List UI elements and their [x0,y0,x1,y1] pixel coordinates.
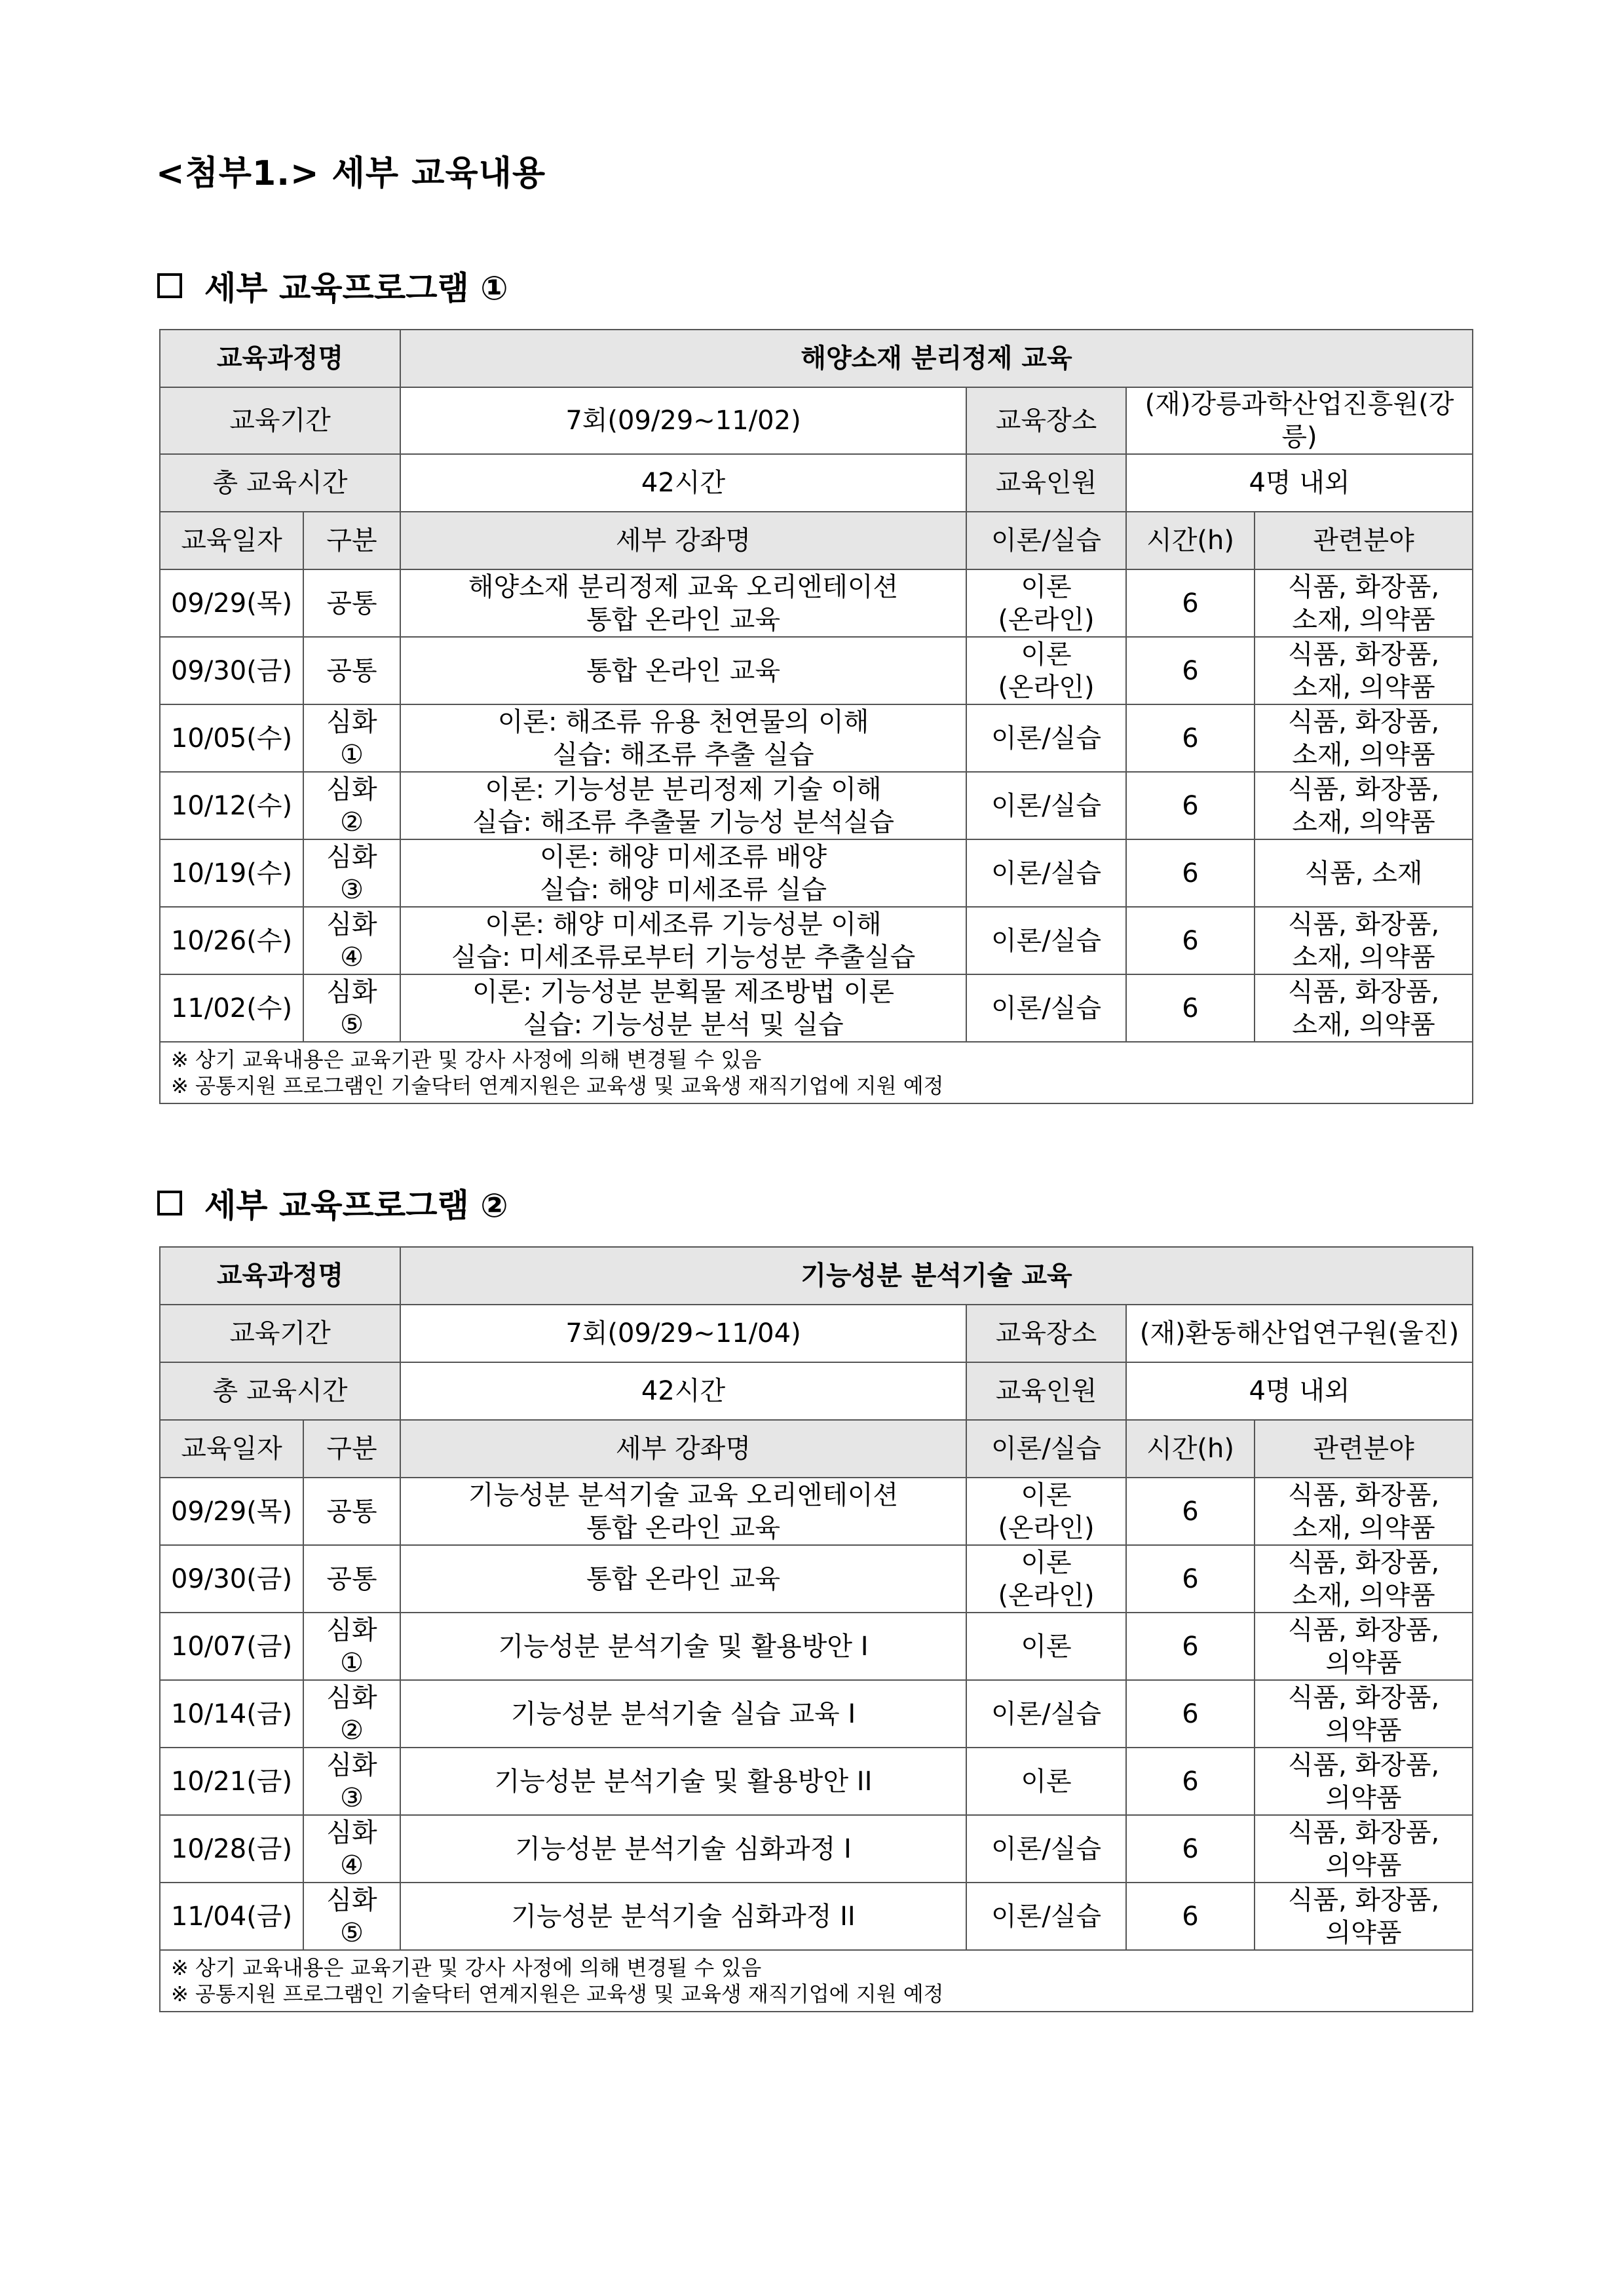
type-line: 심화 [326,841,377,872]
col-header-type: 구분 [303,512,400,569]
notes-cell [160,1042,1473,1103]
lecture-cell [400,1613,966,1680]
schedule-rows [160,1478,1473,1950]
mode-line: 이론/실습 [991,993,1102,1024]
course-name-value: 해양소재 분리정제 교육 [400,330,1473,387]
lecture-line: 이론: 기능성분 분리정제 기술 이해 [485,774,882,805]
type-line: 심화 [326,1750,377,1780]
period-label: 교육기간 [160,387,400,454]
col-header-hours: 시간(h) [1126,1420,1255,1478]
trainees-label: 교육인원 [966,1362,1126,1420]
field-cell [1255,1613,1473,1680]
col-header-mode: 이론/실습 [966,1420,1126,1478]
period-value: 7회(09/29~11/04) [400,1305,966,1362]
mode-line: 이론/실습 [991,925,1102,956]
type-line: ④ [340,1850,364,1881]
lecture-line: 통합 온라인 교육 [586,604,780,635]
field-line: 식품, 화장품, [1287,774,1440,805]
field-cell [1255,1680,1473,1748]
mode-line: 이론 [1021,1480,1072,1510]
type-cell [303,772,400,839]
mode-line: (온라인) [998,1580,1095,1611]
mode-cell [966,974,1126,1042]
lecture-line: 실습: 기능성분 분석 및 실습 [523,1009,844,1040]
field-line: 식품, 화장품, [1287,1480,1440,1510]
checkbox-icon [157,273,182,298]
course-name-row [160,330,1473,387]
type-cell [303,907,400,974]
field-cell [1255,637,1473,704]
col-header-lecture: 세부 강좌명 [400,512,966,569]
lecture-line: 기능성분 분석기술 심화과정 II [511,1901,856,1932]
type-line: ⑤ [340,1917,364,1948]
note-line: ※ 상기 교육내용은 교육기관 및 강사 사정에 의해 변경될 수 있음 [171,1955,762,1980]
section-title-program-2 [157,1179,508,1227]
type-line: 심화 [326,1885,377,1915]
total-hours-label: 총 교육시간 [160,1362,400,1420]
lecture-cell [400,907,966,974]
type-line: 심화 [326,774,377,805]
field-line: 의약품 [1325,1850,1402,1881]
field-line: 의약품 [1325,1782,1402,1813]
field-line: 의약품 [1325,1715,1402,1746]
field-line: 식품, 화장품, [1287,1615,1440,1645]
mode-line: 이론 [1021,1766,1072,1797]
type-cell [303,1478,400,1545]
field-cell [1255,704,1473,772]
mode-cell [966,1883,1126,1950]
field-line: 식품, 화장품, [1287,639,1440,670]
field-line: 소재, 의약품 [1292,739,1435,770]
lecture-line: 기능성분 분석기술 및 활용방안 I [498,1631,869,1662]
date-cell: 09/29(목) [160,1478,303,1545]
mode-line: 이론 [1021,571,1072,602]
date-cell: 10/21(금) [160,1748,303,1815]
type-line: 심화 [326,1615,377,1645]
field-line: 소재, 의약품 [1292,942,1435,972]
col-header-type: 구분 [303,1420,400,1478]
field-line: 식품, 소재 [1304,858,1423,889]
trainees-label: 교육인원 [966,454,1126,512]
field-line: 소재, 의약품 [1292,604,1435,635]
lecture-cell [400,1815,966,1883]
lecture-line: 기능성분 분석기술 실습 교육 I [510,1698,856,1729]
mode-line: 이론 [1021,1631,1072,1662]
mode-cell [966,772,1126,839]
lecture-cell [400,704,966,772]
hours-cell: 6 [1126,839,1255,907]
lecture-line: 통합 온라인 교육 [586,1563,780,1594]
hours-cell: 6 [1126,569,1255,637]
field-line: 소재, 의약품 [1292,1009,1435,1040]
mode-line: (온라인) [998,1512,1095,1543]
col-header-field: 관련분야 [1255,1420,1473,1478]
date-cell: 10/12(수) [160,772,303,839]
type-line: ⑤ [340,1009,364,1040]
total-hours-label: 총 교육시간 [160,454,400,512]
lecture-cell [400,974,966,1042]
table-row [160,839,1473,907]
field-line: 식품, 화장품, [1287,1682,1440,1713]
period-row [160,387,1473,454]
mode-cell [966,704,1126,772]
type-line: ② [340,1715,364,1746]
mode-cell [966,1613,1126,1680]
type-line: 공통 [326,655,377,686]
field-line: 식품, 화장품, [1287,1750,1440,1780]
program-table-2 [159,1246,1473,2012]
lecture-cell [400,1883,966,1950]
type-cell [303,1545,400,1613]
mode-line: (온라인) [998,604,1095,635]
field-line: 소재, 의약품 [1292,1512,1435,1543]
course-name-value: 기능성분 분석기술 교육 [400,1247,1473,1305]
note-line: ※ 상기 교육내용은 교육기관 및 강사 사정에 의해 변경될 수 있음 [171,1047,762,1072]
section-title-program-1 [157,262,508,309]
lecture-line: 해양소재 분리정제 교육 오리엔테이션 [468,571,899,602]
lecture-line: 실습: 해양 미세조류 실습 [540,874,827,905]
mode-cell [966,569,1126,637]
type-line: 심화 [326,976,377,1007]
table-row [160,637,1473,704]
lecture-cell [400,1545,966,1613]
hours-cell: 6 [1126,1680,1255,1748]
field-cell [1255,1815,1473,1883]
mode-line: 이론 [1021,639,1072,670]
type-line: 공통 [326,1496,377,1527]
type-line: ③ [340,1782,364,1813]
col-header-date: 교육일자 [160,512,303,569]
lecture-line: 실습: 미세조류로부터 기능성분 추출실습 [451,942,916,972]
mode-line: 이론/실습 [991,723,1102,754]
hours-cell: 6 [1126,1613,1255,1680]
venue-value: (재)강릉과학산업진흥원(강릉) [1126,387,1473,454]
hours-row [160,454,1473,512]
type-cell [303,839,400,907]
mode-cell [966,907,1126,974]
trainees-value: 4명 내외 [1126,454,1473,512]
field-cell [1255,1883,1473,1950]
lecture-line: 기능성분 분석기술 심화과정 I [515,1833,852,1864]
field-line: 소재, 의약품 [1292,1580,1435,1611]
hours-cell: 6 [1126,974,1255,1042]
field-line: 식품, 화장품, [1287,706,1440,737]
total-hours-value: 42시간 [400,454,966,512]
date-cell: 10/07(금) [160,1613,303,1680]
field-line: 식품, 화장품, [1287,909,1440,940]
table-row [160,1613,1473,1680]
mode-line: 이론/실습 [991,1833,1102,1864]
hours-cell: 6 [1126,1815,1255,1883]
hours-cell: 6 [1126,1478,1255,1545]
field-cell [1255,569,1473,637]
period-row [160,1305,1473,1362]
course-name-label: 교육과정명 [160,330,400,387]
hours-cell: 6 [1126,1748,1255,1815]
lecture-line: 통합 온라인 교육 [586,655,780,686]
type-line: ④ [340,942,364,972]
type-line: ② [340,807,364,837]
mode-cell [966,1748,1126,1815]
lecture-cell [400,839,966,907]
program-table-1 [159,329,1473,1104]
field-cell [1255,907,1473,974]
type-cell [303,1815,400,1883]
table-row [160,907,1473,974]
lecture-cell [400,772,966,839]
date-cell: 10/14(금) [160,1680,303,1748]
field-line: 식품, 화장품, [1287,571,1440,602]
mode-line: (온라인) [998,672,1095,702]
lecture-cell [400,1478,966,1545]
field-line: 의약품 [1325,1917,1402,1948]
col-header-mode: 이론/실습 [966,512,1126,569]
lecture-line: 실습: 해조류 추출 실습 [552,739,814,770]
hours-cell: 6 [1126,1883,1255,1950]
page-title: <첨부1.> 세부 교육내용 [156,154,546,193]
mode-line: 이론/실습 [991,858,1102,889]
table-row [160,1883,1473,1950]
period-value: 7회(09/29~11/02) [400,387,966,454]
table-row [160,974,1473,1042]
lecture-line: 이론: 해조류 유용 천연물의 이해 [497,706,869,737]
hours-cell: 6 [1126,907,1255,974]
type-cell [303,637,400,704]
lecture-cell [400,1680,966,1748]
field-cell [1255,772,1473,839]
hours-cell: 6 [1126,704,1255,772]
date-cell: 10/05(수) [160,704,303,772]
field-line: 의약품 [1325,1647,1402,1678]
type-cell [303,974,400,1042]
course-name-row [160,1247,1473,1305]
hours-row [160,1362,1473,1420]
table-row [160,772,1473,839]
total-hours-value: 42시간 [400,1362,966,1420]
table-row [160,1680,1473,1748]
col-header-lecture: 세부 강좌명 [400,1420,966,1478]
table-row [160,1545,1473,1613]
mode-line: 이론/실습 [991,790,1102,821]
date-cell: 11/04(금) [160,1883,303,1950]
lecture-cell [400,1748,966,1815]
field-line: 소재, 의약품 [1292,807,1435,837]
lecture-cell [400,637,966,704]
type-line: ③ [340,874,364,905]
type-line: ① [340,739,364,770]
col-header-field: 관련분야 [1255,512,1473,569]
field-cell [1255,1545,1473,1613]
course-name-label: 교육과정명 [160,1247,400,1305]
date-cell: 09/30(금) [160,1545,303,1613]
schedule-rows [160,569,1473,1042]
date-cell: 10/19(수) [160,839,303,907]
type-cell [303,1613,400,1680]
date-cell: 10/26(수) [160,907,303,974]
mode-cell [966,1815,1126,1883]
notes-row [160,1042,1473,1103]
table-row [160,1748,1473,1815]
mode-line: 이론 [1021,1547,1072,1578]
date-cell: 09/29(목) [160,569,303,637]
field-line: 식품, 화장품, [1287,1547,1440,1578]
mode-cell [966,637,1126,704]
lecture-line: 실습: 해조류 추출물 기능성 분석실습 [472,807,894,837]
field-line: 식품, 화장품, [1287,1817,1440,1848]
table-row [160,704,1473,772]
type-line: 심화 [326,706,377,737]
mode-cell [966,1545,1126,1613]
venue-value: (재)환동해산업연구원(울진) [1126,1305,1473,1362]
field-line: 소재, 의약품 [1292,672,1435,702]
notes-cell [160,1950,1473,2012]
table-row [160,1478,1473,1545]
table-row [160,1815,1473,1883]
mode-line: 이론/실습 [991,1901,1102,1932]
hours-cell: 6 [1126,772,1255,839]
field-cell [1255,1748,1473,1815]
table-row [160,569,1473,637]
section-title-text: 세부 교육프로그램 ② [204,1187,508,1225]
column-header-row [160,1420,1473,1478]
lecture-line: 기능성분 분석기술 및 활용방안 II [494,1766,873,1797]
hours-cell: 6 [1126,637,1255,704]
field-cell [1255,974,1473,1042]
lecture-line: 이론: 해양 미세조류 배양 [540,841,827,872]
column-header-row [160,512,1473,569]
hours-cell: 6 [1126,1545,1255,1613]
type-cell [303,1883,400,1950]
venue-label: 교육장소 [966,1305,1126,1362]
trainees-value: 4명 내외 [1126,1362,1473,1420]
mode-cell [966,1680,1126,1748]
lecture-line: 이론: 해양 미세조류 기능성분 이해 [485,909,882,940]
date-cell: 09/30(금) [160,637,303,704]
venue-label: 교육장소 [966,387,1126,454]
type-cell [303,704,400,772]
period-label: 교육기간 [160,1305,400,1362]
field-line: 식품, 화장품, [1287,976,1440,1007]
note-line: ※ 공통지원 프로그램인 기술닥터 연계지원은 교육생 및 교육생 재직기업에 지원 예정 [171,1073,944,1098]
date-cell: 10/28(금) [160,1815,303,1883]
notes-row [160,1950,1473,2012]
type-cell [303,569,400,637]
type-cell [303,1748,400,1815]
checkbox-icon [157,1191,182,1215]
field-line: 식품, 화장품, [1287,1885,1440,1915]
mode-cell [966,839,1126,907]
mode-line: 이론/실습 [991,1698,1102,1729]
note-line: ※ 공통지원 프로그램인 기술닥터 연계지원은 교육생 및 교육생 재직기업에 지원 예정 [171,1981,944,2006]
field-cell [1255,1478,1473,1545]
type-line: 심화 [326,1817,377,1848]
mode-cell [966,1478,1126,1545]
type-line: 공통 [326,1563,377,1594]
section-title-text: 세부 교육프로그램 ① [204,269,508,307]
type-line: 공통 [326,588,377,619]
col-header-date: 교육일자 [160,1420,303,1478]
lecture-line: 이론: 기능성분 분획물 제조방법 이론 [472,976,894,1007]
type-line: ① [340,1647,364,1678]
type-line: 심화 [326,1682,377,1713]
date-cell: 11/02(수) [160,974,303,1042]
field-cell [1255,839,1473,907]
type-cell [303,1680,400,1748]
lecture-cell [400,569,966,637]
lecture-line: 통합 온라인 교육 [586,1512,780,1543]
lecture-line: 기능성분 분석기술 교육 오리엔테이션 [468,1480,899,1510]
col-header-hours: 시간(h) [1126,512,1255,569]
type-line: 심화 [326,909,377,940]
